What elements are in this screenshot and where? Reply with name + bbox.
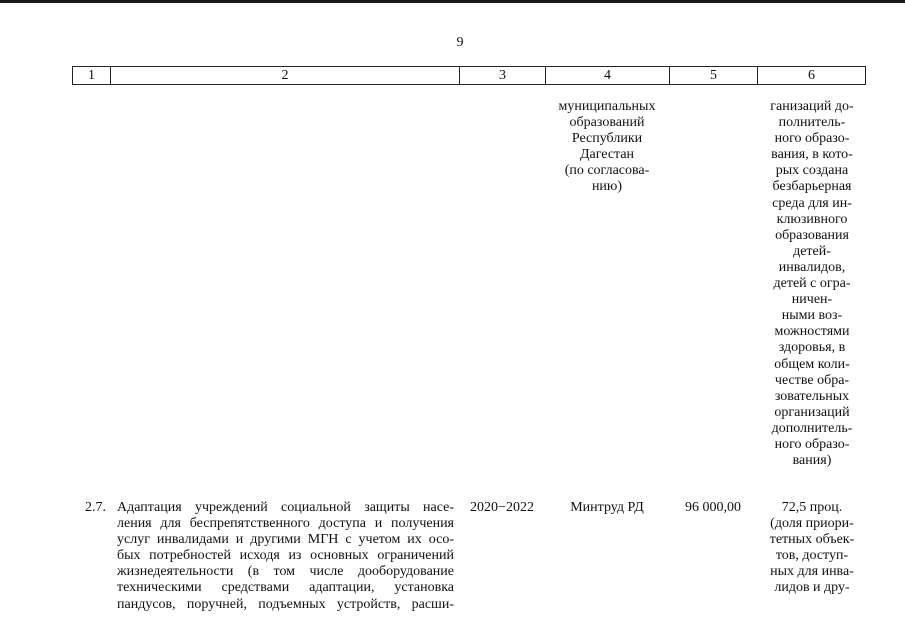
text-line: (по согласова- bbox=[564, 163, 650, 179]
column-header-6: 6 bbox=[757, 66, 866, 85]
text-line: тетных объек- bbox=[769, 532, 855, 548]
text-line: детей с огра- bbox=[773, 276, 851, 292]
page-top-edge bbox=[0, 0, 905, 3]
text-line: честве обра- bbox=[774, 372, 850, 388]
column-header-3: 3 bbox=[459, 66, 545, 85]
text-line: вания) bbox=[792, 453, 832, 469]
text-line: зовательных bbox=[774, 388, 850, 404]
text-line: ничен- bbox=[791, 292, 833, 308]
row-2-7-indicator bbox=[758, 500, 866, 597]
text-line: образования bbox=[775, 227, 849, 243]
text-line: безбарьерная bbox=[772, 179, 852, 195]
text-line: среда для ин- bbox=[772, 195, 852, 211]
text-line: детей- bbox=[793, 243, 831, 259]
text-line: рых создана bbox=[775, 163, 849, 179]
column-header-1: 1 bbox=[72, 66, 110, 85]
text-line: общем коли- bbox=[774, 356, 850, 372]
row-2-7-period: 2020−2022 bbox=[470, 500, 534, 515]
text-line: муниципальных bbox=[558, 99, 656, 114]
text-line: Дагестан bbox=[579, 147, 635, 163]
text-line: (доля приори- bbox=[770, 516, 854, 532]
text-line: инвалидов, bbox=[778, 259, 846, 275]
page-number: 9 bbox=[456, 35, 464, 50]
text-line: лидов и дру- bbox=[774, 580, 850, 596]
text-line: Адаптация учреждений социальной защиты насе- bbox=[117, 500, 454, 515]
text-line: можностями bbox=[774, 324, 850, 340]
continuation-executor-cell bbox=[548, 99, 666, 196]
text-line: Республики bbox=[571, 131, 643, 147]
column-header-2: 2 bbox=[110, 66, 459, 85]
text-line: клюзивного bbox=[776, 211, 848, 227]
text-line: нию) bbox=[591, 179, 623, 195]
column-header-5: 5 bbox=[669, 66, 757, 85]
text-line: ных для инва- bbox=[770, 564, 854, 580]
row-2-7-funding: 96 000,00 bbox=[685, 500, 741, 515]
text-line: пандусов, поручней, подъемных устройств, расши- bbox=[117, 596, 454, 612]
text-line: организаций bbox=[774, 404, 850, 420]
text-line: тов, доступ- bbox=[775, 548, 849, 564]
text-line: ными воз- bbox=[781, 308, 843, 324]
text-line: 72,5 проц. bbox=[781, 500, 843, 515]
text-line: ганизаций до- bbox=[770, 99, 854, 114]
row-2-7-executor: Минтруд РД bbox=[570, 500, 644, 515]
text-line: вания, в кото- bbox=[771, 147, 853, 163]
text-line: ного образо- bbox=[774, 436, 850, 452]
column-header-4: 4 bbox=[545, 66, 669, 85]
text-line: полнитель- bbox=[778, 115, 846, 131]
text-line: дополнитель- bbox=[771, 420, 853, 436]
row-2-7-description bbox=[117, 500, 454, 613]
text-line: ления для беспрепятственного доступа и получения bbox=[117, 516, 454, 532]
text-line: бых потребностей исходя из основных ограничений bbox=[117, 548, 454, 564]
text-line: услуг инвалидами и другими МГН с учетом их осо- bbox=[117, 532, 454, 548]
text-line: здоровья, в bbox=[778, 340, 846, 356]
text-line: жизнедеятельности (в том числе дооборудование bbox=[117, 564, 454, 580]
text-line: техническими средствами адаптации, установка bbox=[117, 580, 454, 596]
text-line: ного образо- bbox=[774, 131, 850, 147]
continuation-indicator-cell bbox=[758, 99, 866, 469]
text-line: образований bbox=[569, 115, 645, 131]
row-number-2-7: 2.7. bbox=[85, 500, 106, 515]
